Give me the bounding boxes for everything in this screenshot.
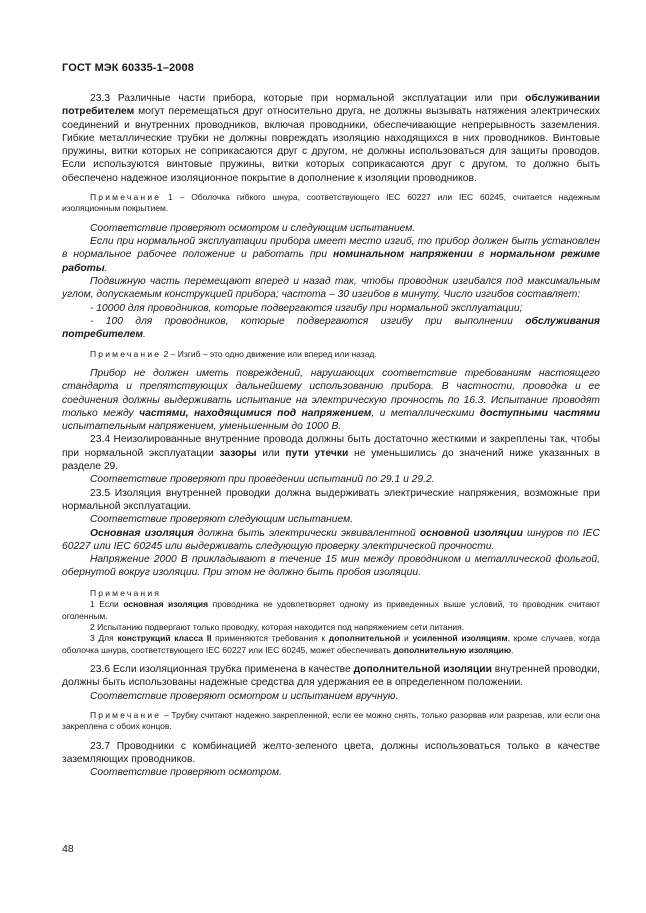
compliance-check-3: Соответствие проверяют следующим испытанием.: [90, 514, 354, 526]
term-bold: обслуживании потребителем: [62, 93, 600, 118]
damage-requirement: Прибор не должен иметь повреждений, нарушающих соответствие требованиям настоящего стандарта и препятствующих дальнейшему использованию прибора. В частности, проводка и ее соединения должны выдерживать испытание на электрическую прочность по 16.3. Испытание проводят только между частями, находящимися под напряжением, и металлическими доступными частями испытательным напряжением, уменьшенным до 1000 В.: [62, 367, 600, 433]
bending-count-normal: - 10000 для проводников, которые подвергаются изгибу при нормальной эксплуатации;: [90, 302, 523, 314]
voltage-test: Напряжение 2000 В прикладывают в течение 15 мин между проводником и металлической фольгой, обернутой вокруг изоляции. При этом не должно быть пробоя изоляции.: [62, 554, 600, 579]
document-body: [62, 92, 600, 780]
compliance-check-2: Соответствие проверяют при проведении испытаний по 29.1 и 29.2.: [90, 474, 435, 486]
notes-item-3: 3 Для конструкций класса II применяются требования к дополнительной и усиленной изоляциям, кроме случаев, когда оболочка шнура, соответствующего IEC 60227 или IEC 60245, может обеспечивать дополнительную изоляцию.: [62, 633, 601, 655]
page-number: 48: [62, 843, 74, 855]
bending-count-service: - 100 для проводников, которые подвергаются изгибу при выполнении обслуживания потребителем.: [62, 315, 600, 341]
clause-23-3: 23.3 Различные части прибора, которые при нормальной эксплуатации или при обслуживании потребителем могут перемещаться друг относительно друга, не должны вызывать натяжения электрических соединений и внутренних проводников, включая проводники, обеспечивающие непрерывность заземления. Гибкие металлические трубки не должны повреждать изоляцию находящихся в них проводников. Винтовые пружины, витки которых не соприкасаются друг с другом, не должны использоваться для защиты проводов. Если используются винтовые пружины, витки которых соприкасаются друг с другом, то должно быть обеспечено надежное изоляционное покрытие в дополнение к изоляции проводников.: [62, 93, 600, 184]
notes-item-1: 1 Если основная изоляция проводника не удовлетворяет одному из приведенных выше условий, то проводник считают оголенным.: [62, 599, 601, 621]
clause-23-4: 23.4 Неизолированные внутренние провода должны быть достаточно жесткими и закреплены так, чтобы при нормальной эксплуатации зазоры или пути утечки не уменьшились до значений ниже указанных в разделе 29.: [62, 434, 601, 473]
note-1: Примечание 1 – Оболочка гибкого шнура, соответствующего IEC 60227 или IEC 60245, считается надежным изоляционным покрытием.: [62, 192, 600, 214]
compliance-check-5: Соответствие проверяют осмотром.: [90, 767, 282, 779]
clause-23-7: 23.7 Проводники с комбинацией желто-зеленого цвета, должны использоваться только в качестве заземляющих проводников.: [62, 740, 600, 766]
notes-heading: Примечания: [90, 587, 162, 598]
bending-condition: Если при нормальной эксплуатации прибора имеет место изгиб, то прибор должен быть установлен в нормальное рабочее положение и работать при номинальном напряжении в нормальном режиме работы.: [62, 236, 600, 274]
standard-header: ГОСТ МЭК 60335-1–2008: [62, 62, 194, 74]
note-3: Примечание – Трубку считают надежно закрепленной, если ее можно снять, только разорвав или разрезав, или если она закреплена с обоих концов.: [62, 710, 600, 732]
compliance-check-4: Соответствие проверяют осмотром и испытанием вручную.: [90, 690, 399, 702]
compliance-check-1: Соответствие проверяют осмотром и следующим испытанием.: [90, 222, 416, 234]
note-2: Примечание 2 – Изгиб – это одно движение или вперед или назад.: [90, 348, 377, 359]
clause-23-6: 23.6 Если изоляционная трубка применена в качестве дополнительной изоляции внутренней проводки, должны быть использованы надежные средства для удержания ее в определенном положении.: [62, 664, 600, 689]
notes-item-2: 2 Испытанию подвергают только проводку, которая находится под напряжением сети питания.: [90, 621, 465, 632]
clause-23-5: 23.5 Изоляция внутренней проводки должна выдерживать электрические напряжения, возможные при нормальной эксплуатации.: [62, 487, 600, 512]
basic-insulation-requirement: Основная изоляция должна быть электрически эквивалентной основной изоляции шнуров по IEC 60227 или IEC 60245 или выдерживать следующую проверку электрической прочности.: [62, 527, 600, 552]
bending-procedure: Подвижную часть перемещают вперед и назад так, чтобы проводник изгибался под максимальным углом, допускаемым конструкцией прибора; частота – 30 изгибов в минуту. Число изгибов составляет:: [62, 276, 600, 301]
